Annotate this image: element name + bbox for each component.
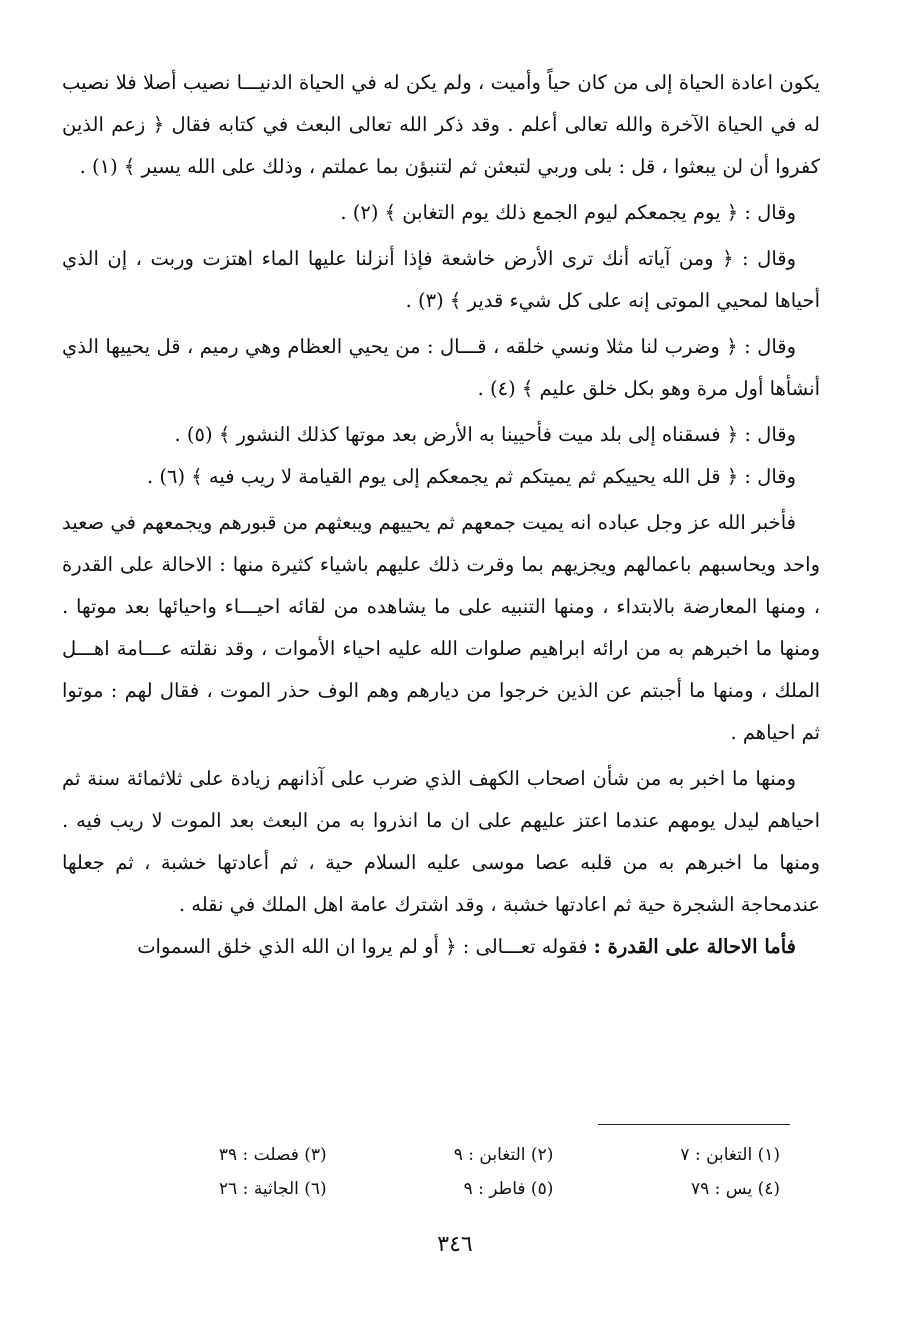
paragraph-7: فأخبر الله عز وجل عباده انه يميت جمعهم ثم يحييهم ويبعثهم من قبورهم ويجمعهم في صعيد واحد ويحاسبهم باعمالهم ويجزيهم بما وقرت ذلك عليهم باشياء كثيرة منها : الاحالة على القدرة ، ومنها المعارضة بالابتداء ، ومنها التنبيه على ما يشاهده من لقائه احيـــاء واحيائها بعد موتها . ومنها ما اخبرهم به من ارائه ابراهيم صلوات الله عليه احياء الأموات ، وقد نقلته عـــامة اهـــل الملك ، ومنها ما أجبتم عن الذين خرجوا من ديارهم وهم الوف حذر الموت ، فقال لهم : موتوا ثم احياهم . — [62, 511, 820, 744]
footnote-divider — [598, 1124, 790, 1125]
main-text — [62, 62, 820, 968]
page-number: ٣٤٦ — [437, 1232, 473, 1257]
footnote-6: (٦) الجاثية : ٢٦ — [219, 1179, 327, 1199]
footnotes — [120, 1138, 780, 1206]
heading-inline: فأما الاحالة على القدرة : — [593, 935, 796, 958]
footnote-2: (٢) التغابن : ٩ — [453, 1145, 554, 1165]
paragraph-1: يكون اعادة الحياة إلى من كان حياً وأميت ، ولم يكن له في الحياة الدنيـــا نصيب أصلا فلا نصيب له في الحياة الآخرة والله تعالى أعلم . وقد ذكر الله تعالى البعث في كتابه فقال ﴿ زعم الذين كفروا أن لن يبعثوا ، قل : بلى وربي لتبعثن ثم لتنبؤن بما عملتم ، وذلك على الله يسير ﴾ (١) . — [62, 71, 820, 178]
paragraph-6: وقال : ﴿ قل الله يحييكم ثم يميتكم ثم يجمعكم إلى يوم القيامة لا ريب فيه ﴾ (٦) . — [146, 465, 796, 488]
paragraph-8: ومنها ما اخبر به من شأن اصحاب الكهف الذي ضرب على آذانهم زيادة على ثلاثمائة سنة ثم احياهم ليدل يومهم عندما اعتز عليهم على ان ما انذروا به من البعث بعد الموت لا ريب فيه . ومنها ما اخبرهم به من قلبه عصا موسى عليه السلام حية ، ثم أعادتها خشبة ، ثم جعلها عندمحاجة الشجرة حية ثم اعادتها خشبة ، وقد اشترك عامة اهل الملك في نقله . — [62, 767, 820, 916]
paragraph-5: وقال : ﴿ فسقناه إلى بلد ميت فأحيينا به الأرض بعد موتها كذلك النشور ﴾ (٥) . — [174, 423, 796, 446]
footnote-1: (١) التغابن : ٧ — [680, 1145, 780, 1165]
footnote-4: (٤) يس : ٧٩ — [690, 1179, 780, 1199]
paragraph-4: وقال : ﴿ وضرب لنا مثلا ونسي خلقه ، قـــال : من يحيي العظام وهي رميم ، قل يحييها الذي أنشأها أول مرة وهو بكل خلق عليم ﴾ (٤) . — [62, 335, 820, 400]
paragraph-9 — [62, 926, 820, 968]
paragraph-9-text: فقوله تعـــالى : ﴿ أو لم يروا ان الله الذي خلق السموات — [137, 935, 594, 958]
paragraph-2: وقال : ﴿ يوم يجمعكم ليوم الجمع ذلك يوم التغابن ﴾ (٢) . — [340, 201, 796, 224]
footnote-5: (٥) فاطر : ٩ — [463, 1179, 554, 1199]
paragraph-3: وقال : ﴿ ومن آياته أنك ترى الأرض خاشعة فإذا أنزلنا عليها الماء اهتزت وربت ، إن الذي أحياها لمحيي الموتى إنه على كل شيء قدير ﴾ (٣) . — [62, 247, 820, 312]
footnote-3: (٣) فصلت : ٣٩ — [218, 1145, 327, 1165]
